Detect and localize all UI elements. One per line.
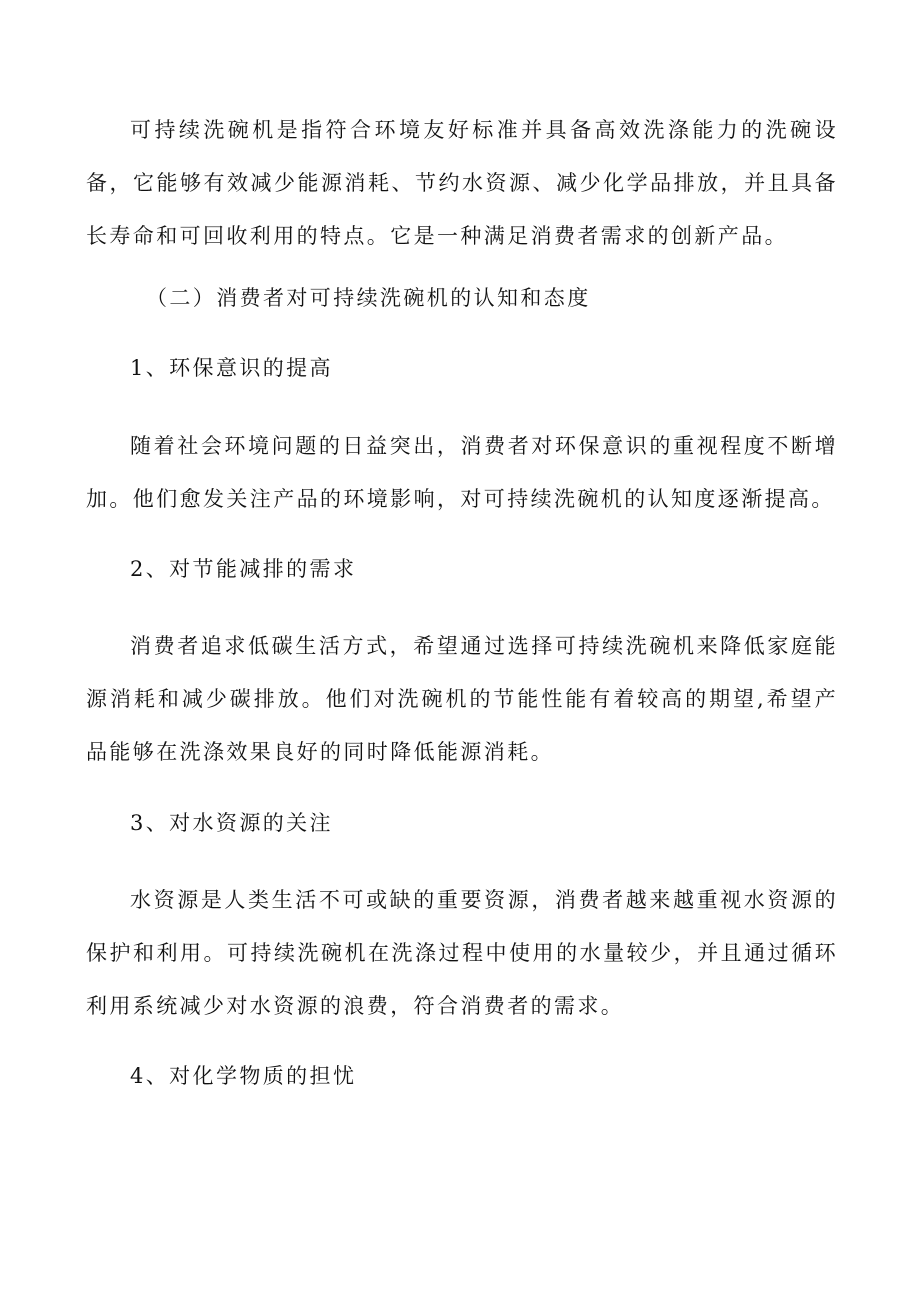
subsection-heading-4: 4、对化学物质的担忧	[130, 1064, 357, 1088]
paragraph-environmental-awareness: 随着社会环境问题的日益突出，消费者对环保意识的重视程度不断增加。他们愈发关注产品的环境影响，对可持续洗碗机的认知度逐渐提高。	[86, 434, 838, 511]
subsection-heading-1: 1、环保意识的提高	[130, 356, 333, 380]
paragraph-energy-saving: 消费者追求低碳生活方式，希望通过选择可持续洗碗机来降低家庭能源消耗和减少碳排放。他们对洗碗机的节能性能有着较高的期望,希望产品能够在洗涤效果良好的同时降低能源消耗。	[86, 634, 838, 764]
paragraph-water-resources: 水资源是人类生活不可或缺的重要资源，消费者越来越重视水资源的保护和利用。可持续洗碗机在洗涤过程中使用的水量较少，并且通过循环利用系统减少对水资源的浪费，符合消费者的需求。	[86, 888, 838, 1018]
section-heading: （二）消费者对可持续洗碗机的认知和态度	[146, 286, 591, 310]
subsection-heading-3: 3、对水资源的关注	[130, 811, 333, 835]
intro-paragraph: 可持续洗碗机是指符合环境友好标准并具备高效洗涤能力的洗碗设备，它能够有效减少能源消耗、节约水资源、减少化学品排放，并且具备长寿命和可回收利用的特点。它是一种满足消费者需求的创新产品。	[86, 118, 838, 248]
subsection-heading-2: 2、对节能减排的需求	[130, 557, 357, 581]
